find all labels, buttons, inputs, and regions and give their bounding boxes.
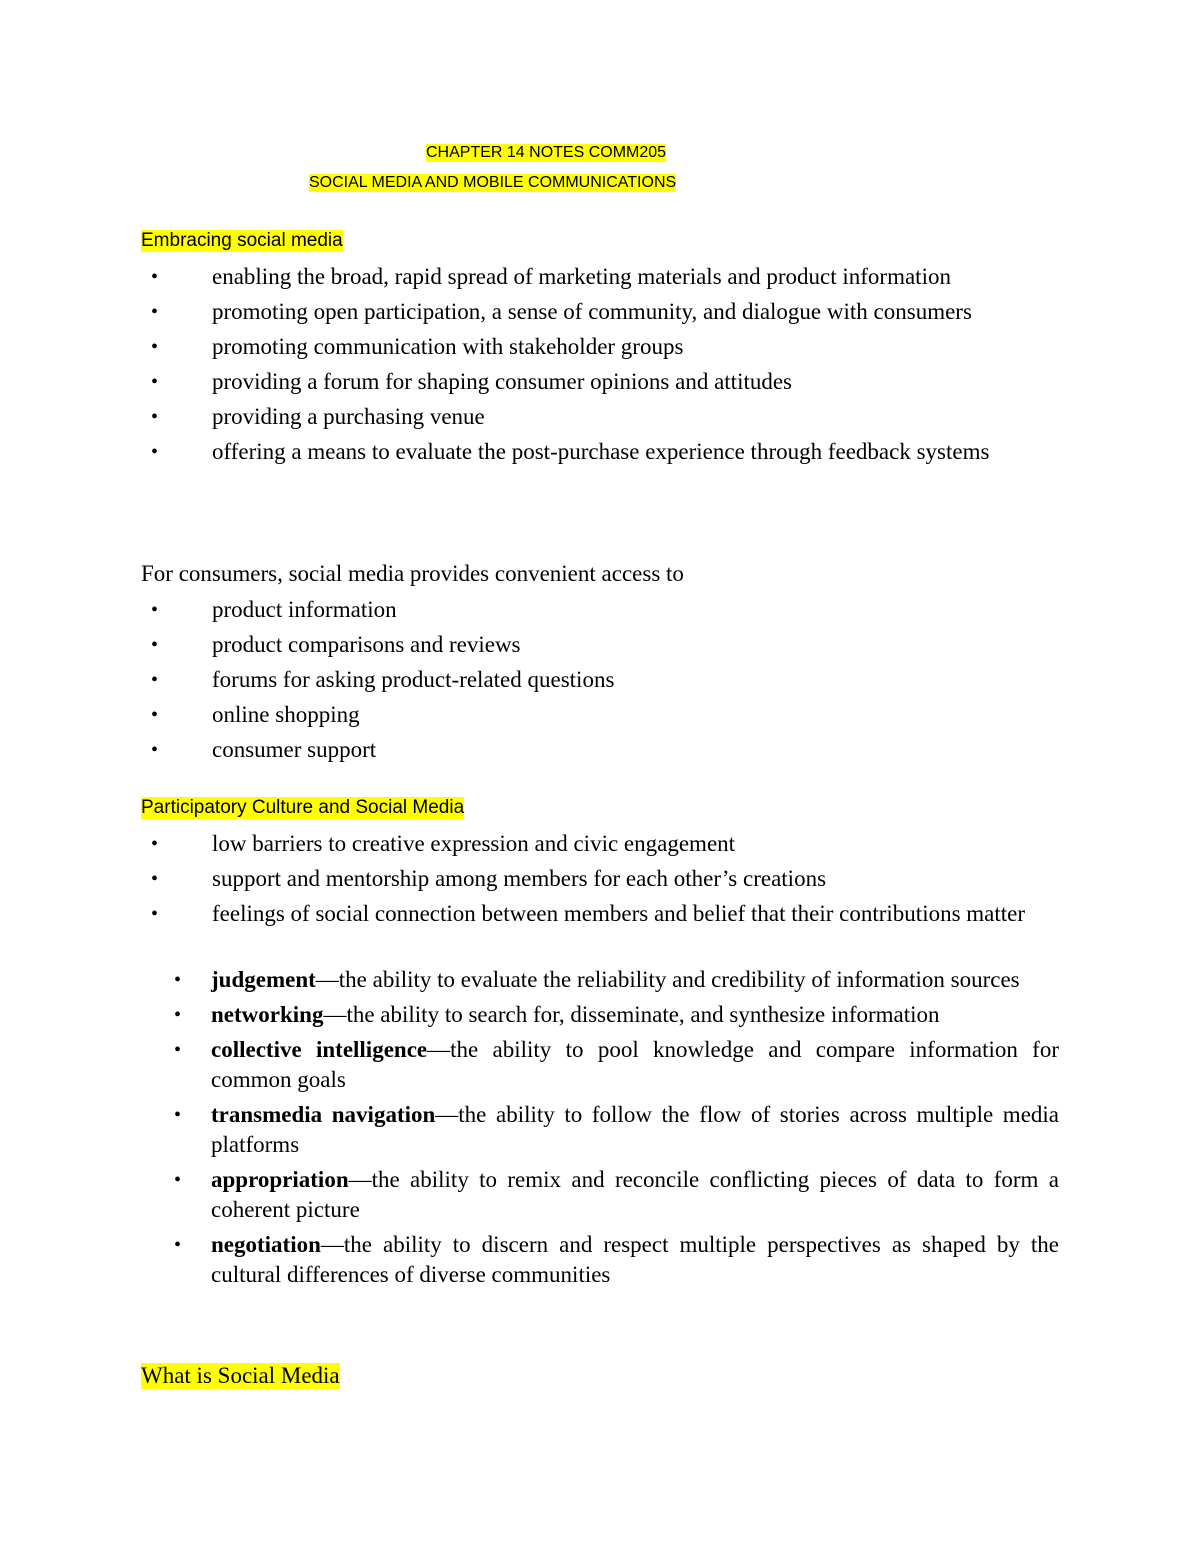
skill-desc: —the ability to evaluate the reliability and credibility of information sources xyxy=(315,967,1020,992)
skill-term: transmedia navigation xyxy=(211,1102,436,1127)
bullet-icon: • xyxy=(151,301,159,323)
list-item xyxy=(174,1100,1059,1160)
list-item: • promoting communication with stakeholder groups xyxy=(188,332,1058,362)
list-item: • low barriers to creative expression and civic engagement xyxy=(188,829,1058,859)
skill-desc: —the ability to follow the flow of stories across multiple media platforms xyxy=(211,1102,1059,1157)
list-item xyxy=(174,1230,1059,1290)
bullet-icon: • xyxy=(151,903,159,925)
list-item: • feelings of social connection between members and belief that their contributions matter xyxy=(188,899,1058,929)
skills-list xyxy=(174,965,1059,1295)
bullet-icon: • xyxy=(174,1104,182,1126)
skill-desc: —the ability to remix and reconcile conflicting pieces of data to form a coherent picture xyxy=(211,1167,1059,1222)
list-item: • online shopping xyxy=(188,700,1058,730)
bullet-icon: • xyxy=(151,371,159,393)
bullet-icon: • xyxy=(151,441,159,463)
embracing-list xyxy=(151,262,1058,472)
bullet-icon: • xyxy=(174,1234,182,1256)
bullet-icon: • xyxy=(151,833,159,855)
bullet-icon: • xyxy=(151,704,159,726)
bullet-icon: • xyxy=(151,868,159,890)
list-item: • product information xyxy=(188,595,1058,625)
list-item: • promoting open participation, a sense of community, and dialogue with consumers xyxy=(188,297,1058,327)
participatory-list xyxy=(151,829,1058,934)
bullet-icon: • xyxy=(151,336,159,358)
list-item: • providing a purchasing venue xyxy=(188,402,1058,432)
consumers-intro: For consumers, social media provides convenient access to xyxy=(141,561,684,586)
skill-term: appropriation xyxy=(211,1167,349,1192)
bullet-icon: • xyxy=(151,599,159,621)
skill-term: collective intelligence xyxy=(211,1037,428,1062)
consumer-list xyxy=(151,595,1058,770)
bullet-icon: • xyxy=(174,1039,182,1061)
skill-term: judgement xyxy=(211,967,316,992)
skill-desc: —the ability to pool knowledge and compare information for common goals xyxy=(211,1037,1059,1092)
bullet-icon: • xyxy=(174,1169,182,1191)
list-item: • forums for asking product-related questions xyxy=(188,665,1058,695)
skill-term: networking xyxy=(211,1002,324,1027)
list-item xyxy=(174,1000,1059,1030)
section-heading-participatory: Participatory Culture and Social Media xyxy=(141,797,465,818)
skill-desc: —the ability to discern and respect multiple perspectives as shaped by the cultural differences of diverse communities xyxy=(211,1232,1059,1287)
bullet-icon: • xyxy=(151,739,159,761)
bullet-icon: • xyxy=(151,669,159,691)
section-heading-what-is: What is Social Media xyxy=(141,1363,340,1388)
skill-desc: —the ability to search for, disseminate, and synthesize information xyxy=(323,1002,940,1027)
list-item: • offering a means to evaluate the post-purchase experience through feedback systems xyxy=(188,437,1058,467)
list-item: • providing a forum for shaping consumer opinions and attitudes xyxy=(188,367,1058,397)
bullet-icon: • xyxy=(174,1004,182,1026)
chapter-subtitle: SOCIAL MEDIA AND MOBILE COMMUNICATIONS xyxy=(309,174,677,191)
list-item: • support and mentorship among members for each other’s creations xyxy=(188,864,1058,894)
list-item xyxy=(174,1035,1059,1095)
list-item: • product comparisons and reviews xyxy=(188,630,1058,660)
bullet-icon: • xyxy=(151,266,159,288)
list-item: • enabling the broad, rapid spread of marketing materials and product information xyxy=(188,262,1058,292)
list-item: • consumer support xyxy=(188,735,1058,765)
list-item xyxy=(174,1165,1059,1225)
section-heading-embracing: Embracing social media xyxy=(141,230,343,251)
list-item xyxy=(174,965,1059,995)
skill-term: negotiation xyxy=(211,1232,321,1257)
chapter-title: CHAPTER 14 NOTES COMM205 xyxy=(426,144,667,161)
bullet-icon: • xyxy=(151,406,159,428)
bullet-icon: • xyxy=(174,969,182,991)
bullet-icon: • xyxy=(151,634,159,656)
